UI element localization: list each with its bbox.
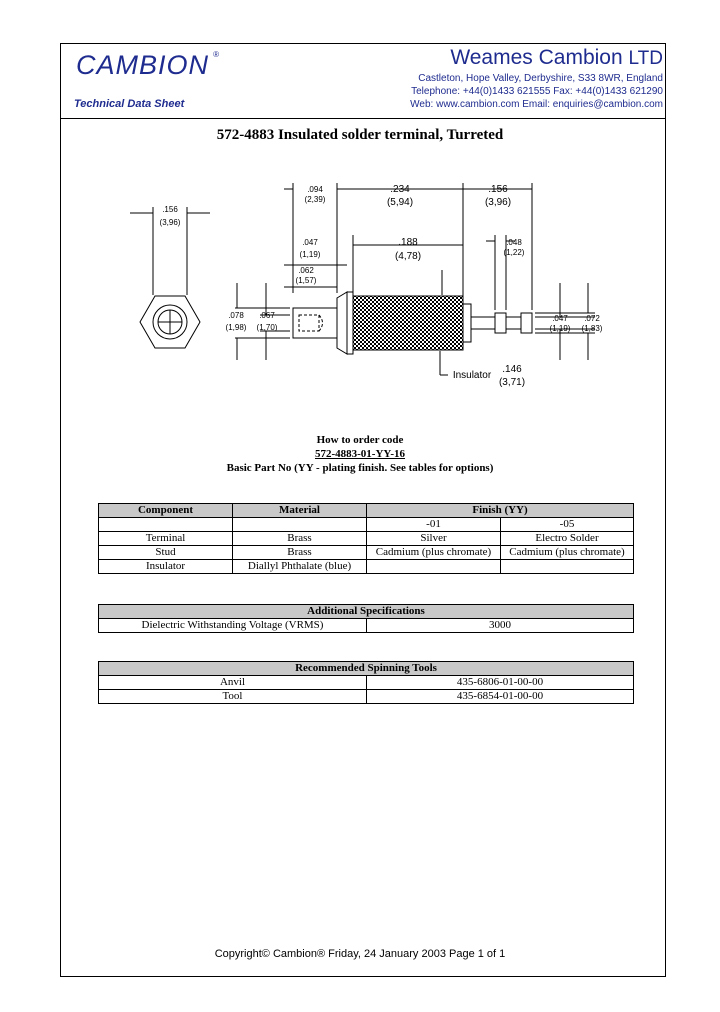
svg-text:.047: .047: [302, 238, 318, 247]
terminal-drawing: [110, 175, 610, 400]
svg-text:(2,39): (2,39): [304, 195, 326, 204]
table-row: -01 -05: [99, 518, 634, 532]
svg-text:.156: .156: [488, 184, 508, 195]
order-heading: How to order code: [316, 434, 404, 446]
insulator-label: Insulator: [452, 370, 492, 381]
spinning-tools-table: Recommended Spinning Tools Anvil 435-6806-01-00-00 Tool 435-6854-01-00-00: [98, 661, 634, 704]
order-code: 572-4883-01-YY-16: [314, 448, 406, 460]
svg-text:.094: .094: [307, 185, 323, 194]
order-note: Basic Part No (YY - plating finish. See tables for options): [226, 462, 494, 474]
table-header-row: Component Material Finish (YY): [99, 504, 634, 518]
components-table: [98, 503, 634, 574]
svg-text:.188: .188: [398, 237, 418, 248]
svg-text:(1,83): (1,83): [581, 324, 603, 333]
company-web-email: Web: www.cambion.com Email: enquiries@cambion.com: [410, 99, 663, 110]
footer-copyright: Copyright© Cambion® Friday, 24 January 2003 Page 1 of 1: [214, 948, 506, 960]
svg-text:(1,19): (1,19): [549, 324, 571, 333]
page-title: 572-4883 Insulated solder terminal, Turreted: [216, 127, 504, 143]
svg-text:.067: .067: [259, 311, 275, 320]
svg-text:(1,57): (1,57): [295, 276, 317, 285]
table-row: Terminal Brass Silver Electro Solder: [99, 532, 634, 546]
svg-text:.146: .146: [502, 364, 522, 375]
table-row: Stud Brass Cadmium (plus chromate) Cadmium (plus chromate): [99, 546, 634, 560]
svg-text:.234: .234: [390, 184, 410, 195]
svg-text:(1,19): (1,19): [299, 250, 321, 259]
svg-text:.078: .078: [228, 311, 244, 320]
table-row: Tool 435-6854-01-00-00: [99, 690, 634, 704]
svg-text:.047: .047: [552, 314, 568, 323]
svg-text:.072: .072: [584, 314, 600, 323]
header-divider: [60, 118, 666, 119]
svg-text:(3,96): (3,96): [484, 197, 512, 208]
additional-specs-table: Additional Specifications Dielectric Withstanding Voltage (VRMS) 3000: [98, 604, 634, 633]
table-row: Dielectric Withstanding Voltage (VRMS) 3000: [99, 619, 634, 633]
svg-text:(5,94): (5,94): [386, 197, 414, 208]
svg-text:(4,78): (4,78): [394, 251, 422, 262]
svg-text:.048: .048: [506, 238, 522, 247]
company-address: Castleton, Hope Valley, Derbyshire, S33 8WR, England: [418, 73, 663, 84]
svg-text:(1,98): (1,98): [225, 323, 247, 332]
svg-text:(1,22): (1,22): [503, 248, 525, 257]
table-row: Insulator Diallyl Phthalate (blue): [99, 560, 634, 574]
dim-hex-in: .156: [162, 205, 178, 214]
company-phone-fax: Telephone: +44(0)1433 621555 Fax: +44(0)1433 621290: [411, 86, 663, 97]
cambion-logo: CAMBION ®: [76, 50, 220, 80]
svg-text:.062: .062: [298, 266, 314, 275]
sheet-type: Technical Data Sheet: [74, 98, 185, 110]
svg-text:(1,70): (1,70): [256, 323, 278, 332]
dim-hex-mm: (3,96): [159, 218, 181, 227]
company-name: Weames Cambion LTD: [450, 46, 663, 69]
table-row: Anvil 435-6806-01-00-00: [99, 676, 634, 690]
svg-text:(3,71): (3,71): [498, 377, 526, 388]
